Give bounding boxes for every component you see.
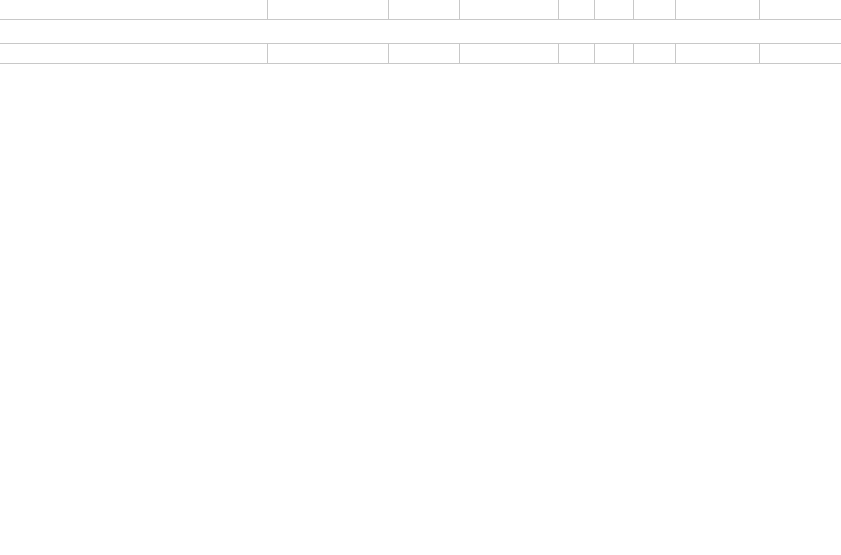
header-row <box>0 44 841 64</box>
header-jinghua[interactable] <box>559 44 595 63</box>
header-author[interactable] <box>389 44 460 63</box>
header-kuaixun[interactable] <box>595 44 634 63</box>
header-score[interactable] <box>676 44 760 63</box>
header-date[interactable] <box>268 44 389 63</box>
blank-row <box>0 0 841 20</box>
header-club[interactable] <box>460 44 559 63</box>
header-topic[interactable] <box>0 44 268 63</box>
summary-title <box>0 20 841 44</box>
header-stones[interactable] <box>760 44 841 63</box>
header-guanzhu[interactable] <box>634 44 676 63</box>
